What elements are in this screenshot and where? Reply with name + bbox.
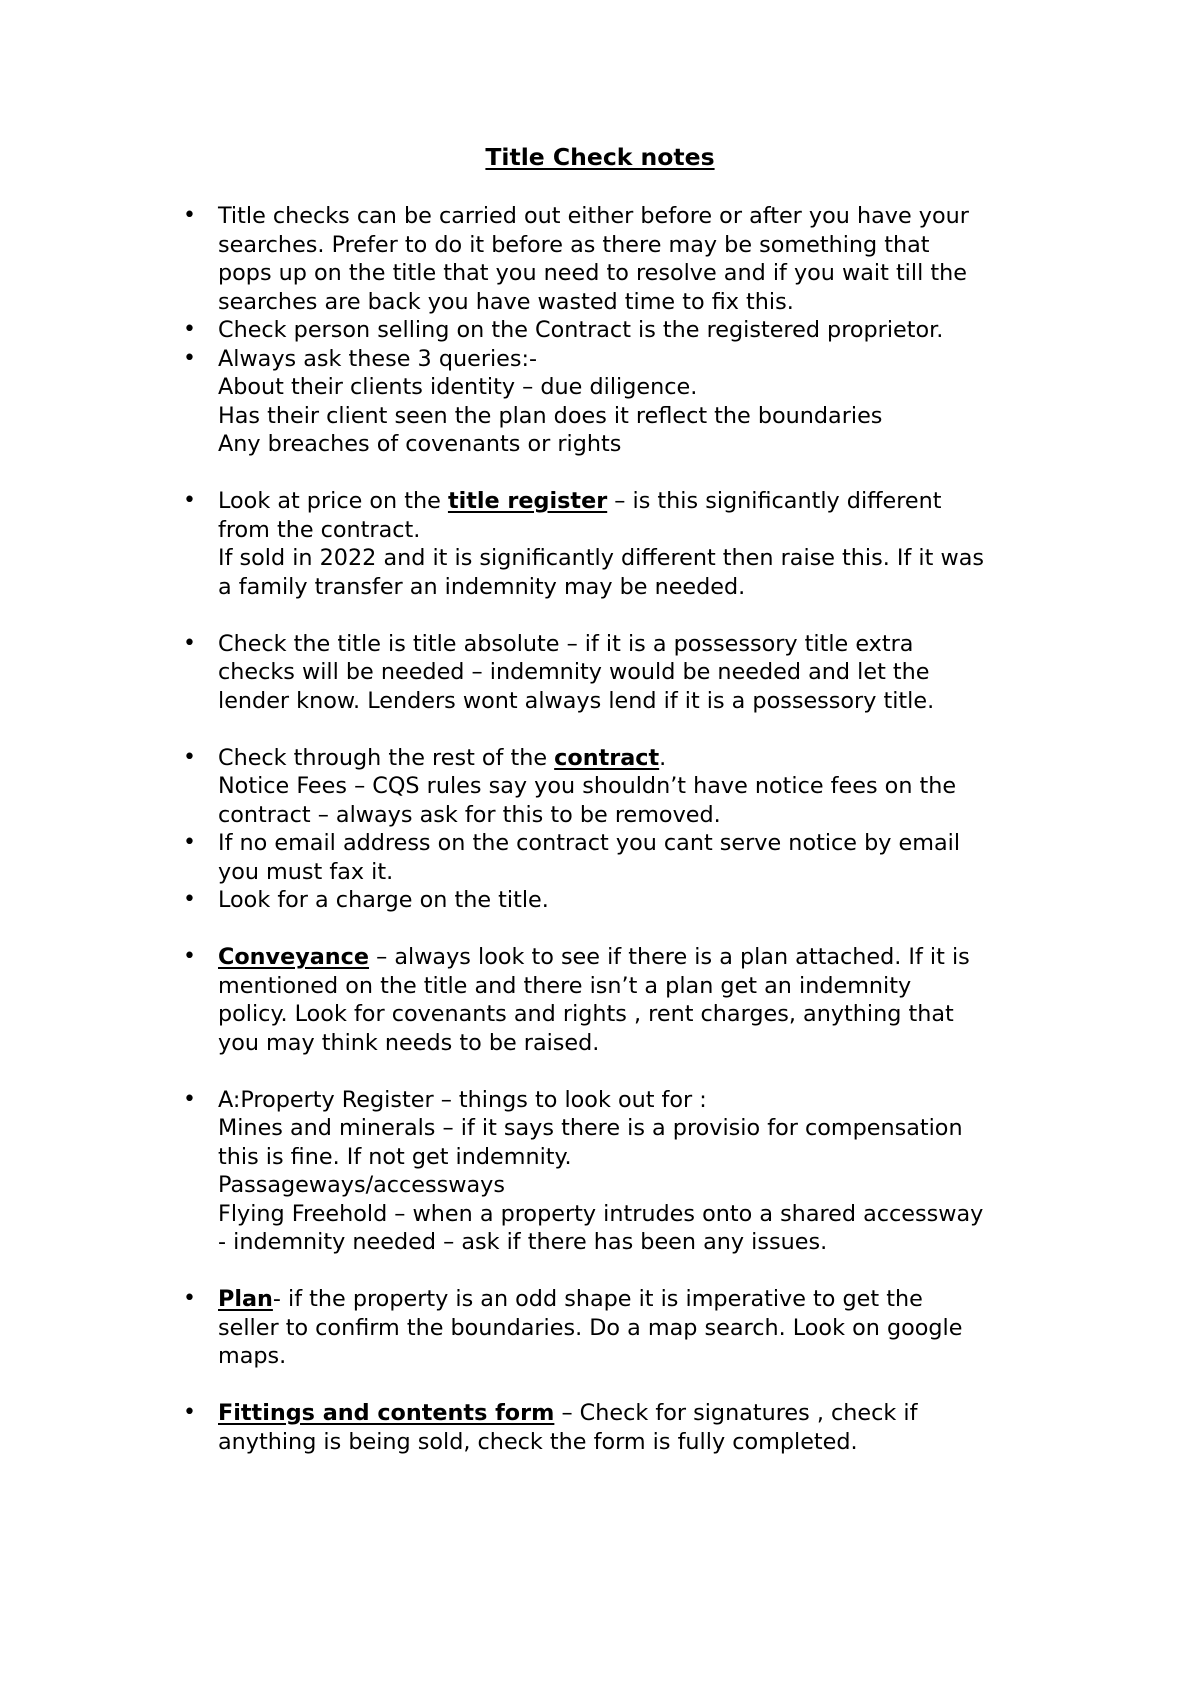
- text-line: searches are back you have wasted time to fix this.: [218, 288, 794, 315]
- text-line: anything is being sold, check the form is fully completed.: [218, 1428, 858, 1455]
- text-line: seller to confirm the boundaries. Do a map search. Look on google: [218, 1314, 963, 1341]
- key-term-contract: contract: [554, 744, 660, 771]
- text-line: Notice Fees – CQS rules say you shouldn’t have notice fees on the: [218, 773, 957, 799]
- text-segment: Look at price on the: [218, 488, 448, 514]
- key-term-fittings-and-contents-form: Fittings and contents form: [218, 1400, 555, 1426]
- text-line: checks will be needed – indemnity would be needed and let the: [218, 659, 930, 685]
- list-item: [0, 886, 1068, 915]
- bullet-icon: •: [183, 887, 196, 912]
- text-line: this is fine. If not get indemnity.: [218, 1143, 572, 1170]
- text-line: you must fax it.: [218, 858, 394, 885]
- text-line: from the contract.: [218, 516, 421, 543]
- text-segment: - if the property is an odd shape it is imperative to get the: [272, 1286, 923, 1312]
- text-line: Check the title is title absolute – if it is a possessory title extra: [218, 630, 914, 657]
- text-line: mentioned on the title and there isn’t a plan get an indemnity: [218, 972, 912, 999]
- text-line: [218, 943, 1068, 972]
- notes-list: [0, 202, 1200, 1456]
- text-line: [218, 1399, 1068, 1428]
- list-item: [0, 487, 1068, 601]
- key-term-plan: Plan: [218, 1286, 273, 1312]
- list-item: [0, 1086, 1068, 1257]
- text-segment: .: [659, 744, 667, 771]
- text-segment: Check through the rest of the: [218, 744, 555, 771]
- list-item: [0, 1399, 1068, 1456]
- list-item: [0, 744, 1068, 830]
- bullet-icon: •: [183, 488, 196, 513]
- list-item: [0, 1285, 1068, 1371]
- text-line: Title checks can be carried out either before or after you have your: [218, 203, 969, 229]
- text-line: If sold in 2022 and it is significantly different then raise this. If it was: [218, 545, 984, 571]
- text-line: [218, 744, 1068, 773]
- list-item: [0, 943, 1068, 1057]
- text-line: [218, 487, 1068, 516]
- text-line: A:Property Register – things to look out for :: [218, 1086, 707, 1113]
- bullet-icon: •: [183, 317, 196, 342]
- text-segment: – Check for signatures , check if: [554, 1400, 918, 1426]
- list-item: [0, 345, 1068, 459]
- text-line: a family transfer an indemnity may be needed.: [218, 573, 746, 600]
- text-segment: – is this significantly different: [607, 488, 942, 514]
- bullet-icon: •: [183, 1400, 196, 1425]
- text-line: Has their client seen the plan does it reflect the boundaries: [218, 402, 883, 429]
- text-line: lender know. Lenders wont always lend if it is a possessory title.: [218, 687, 935, 714]
- text-line: Any breaches of covenants or rights: [218, 431, 622, 457]
- page-title: Title Check notes: [485, 143, 715, 171]
- list-item: [0, 316, 1068, 345]
- text-line: Check person selling on the Contract is the registered proprietor.: [218, 317, 944, 343]
- bullet-icon: •: [183, 1286, 196, 1311]
- text-line: searches. Prefer to do it before as there may be something that: [218, 231, 930, 258]
- text-line: Always ask these 3 queries:-: [218, 345, 538, 372]
- text-line: [218, 1285, 1068, 1314]
- text-line: you may think needs to be raised.: [218, 1029, 600, 1056]
- list-item: [0, 202, 1068, 316]
- bullet-icon: •: [183, 944, 196, 969]
- key-term-title-register: title register: [447, 488, 608, 514]
- text-line: Look for a charge on the title.: [218, 887, 549, 913]
- text-line: policy. Look for covenants and rights , rent charges, anything that: [218, 1001, 954, 1027]
- list-item: [0, 829, 1068, 886]
- text-line: maps.: [218, 1343, 287, 1369]
- bullet-icon: •: [183, 1086, 196, 1112]
- text-line: contract – always ask for this to be removed.: [218, 801, 721, 828]
- text-line: Flying Freehold – when a property intrudes onto a shared accessway: [218, 1200, 984, 1227]
- bullet-icon: •: [183, 630, 196, 656]
- text-line: If no email address on the contract you cant serve notice by email: [218, 830, 961, 856]
- bullet-icon: •: [183, 345, 196, 371]
- bullet-icon: •: [183, 744, 196, 770]
- key-term-conveyance: Conveyance: [218, 944, 370, 970]
- text-line: About their clients identity – due diligence.: [218, 374, 698, 400]
- text-line: - indemnity needed – ask if there has been any issues.: [218, 1229, 828, 1255]
- bullet-icon: •: [183, 203, 196, 228]
- text-line: pops up on the title that you need to resolve and if you wait till the: [218, 260, 967, 286]
- text-line: Passageways/accessways: [218, 1172, 505, 1198]
- text-segment: – always look to see if there is a plan attached. If it is: [369, 944, 970, 970]
- text-line: Mines and minerals – if it says there is a provisio for compensation: [218, 1115, 963, 1141]
- list-item: [0, 630, 1068, 716]
- bullet-icon: •: [183, 830, 196, 855]
